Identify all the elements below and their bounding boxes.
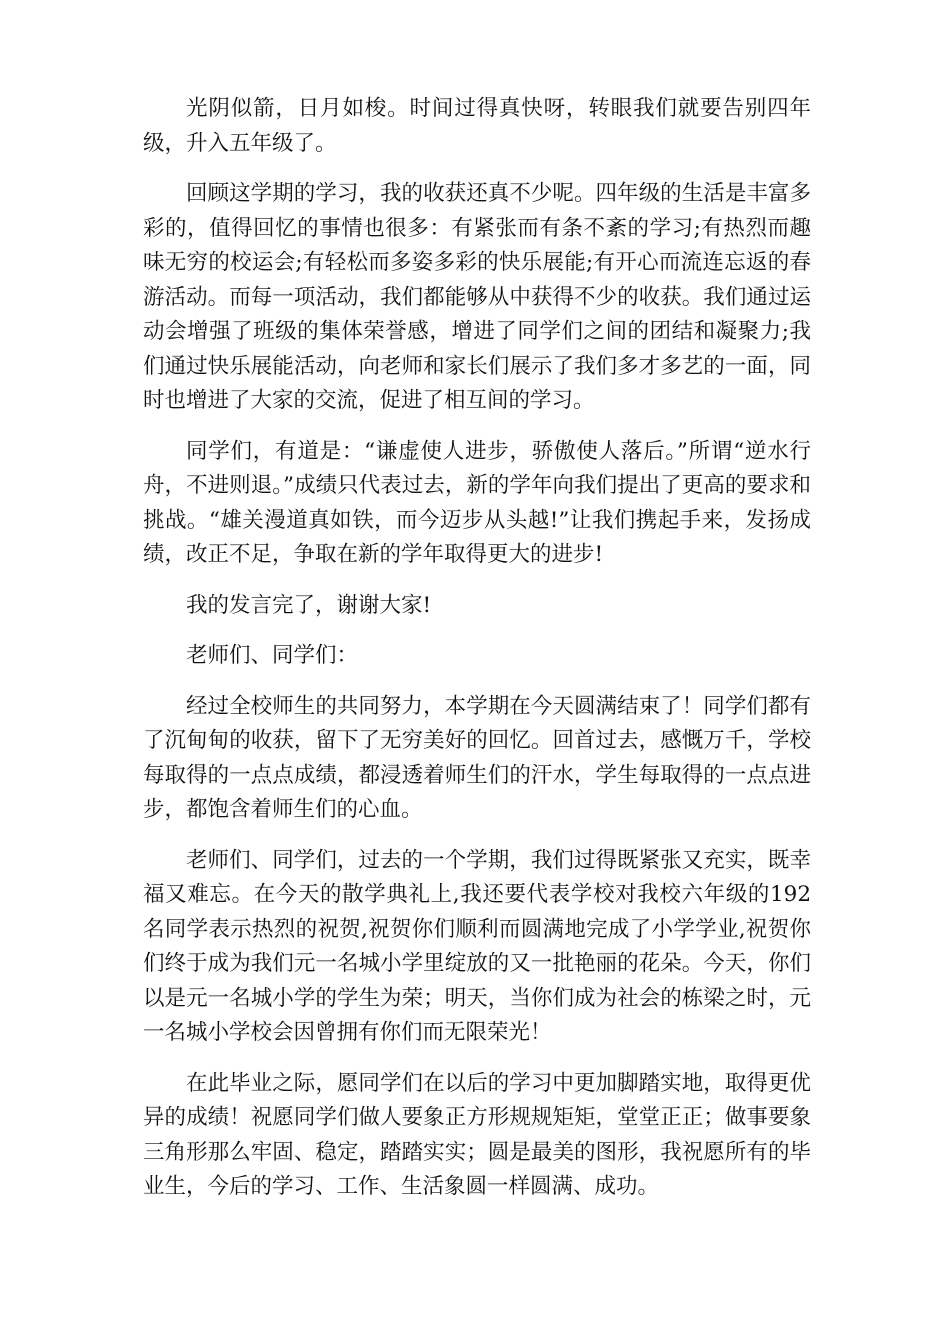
paragraph: 在此毕业之际，愿同学们在以后的学习中更加脚踏实地，取得更优异的成绩！祝愿同学们做人要象正方形规规矩矩，堂堂正正；做事要象三角形那么牢固、稳定，踏踏实实；圆是最美的图形，我祝愿所有的毕业生，今后的学习、工作、生活象圆一样圆满、成功。 bbox=[143, 1070, 811, 1199]
paragraph: 老师们、同学们： bbox=[186, 643, 359, 668]
paragraph: 回顾这学期的学习，我的收获还真不少呢。四年级的生活是丰富多彩的，值得回忆的事情也很多：有紧张而有条不紊的学习;有热烈而趣味无穷的校运会;有轻松而多姿多彩的快乐展能;有开心而流连忘返的春游活动。而每一项活动，我们都能够从中获得不少的收获。我们通过运动会增强了班级的集体荣誉感，增进了同学们之间的团结和凝聚力;我们通过快乐展能活动，向老师和家长们展示了我们多才多艺的一面，同时也增进了大家的交流，促进了相互间的学习。 bbox=[143, 181, 811, 413]
paragraph: 我的发言完了，谢谢大家! bbox=[186, 592, 432, 618]
paragraph: 经过全校师生的共同努力，本学期在今天圆满结束了！同学们都有了沉甸甸的收获，留下了无穷美好的回忆。回首过去，感慨万千，学校每取得的一点点成绩，都浸透着师生们的汗水，学生每取得的一点点进步，都饱含着师生们的心血。 bbox=[143, 693, 811, 822]
paragraph: 光阴似箭，日月如梭。时间过得真快呀，转眼我们就要告别四年级，升入五年级了。 bbox=[143, 96, 811, 156]
document-body bbox=[143, 92, 811, 1221]
paragraph: 同学们，有道是：“谦虚使人进步，骄傲使人落后。”所谓“逆水行舟，不进则退。”成绩只代表过去，新的学年向我们提出了更高的要求和挑战。“雄关漫道真如铁，而今迈步从头越!”让我们携起手来，发扬成绩，改正不足，争取在新的学年取得更大的进步! bbox=[143, 438, 811, 567]
paragraph: 老师们、同学们，过去的一个学期，我们过得既紧张又充实，既幸福又难忘。在今天的散学典礼上,我还要代表学校对我校六年级的192 名同学表示热烈的祝贺,祝贺你们顺利而圆满地完成了小学学业,祝贺你们终于成为我们元一名城小学里绽放的又一批艳丽的花朵。今天，你们以是元一名城小学的学生为荣；明天，当你们成为社会的栋梁之时，元一名城小学校会因曾拥有你们而无限荣光！ bbox=[143, 847, 811, 1045]
